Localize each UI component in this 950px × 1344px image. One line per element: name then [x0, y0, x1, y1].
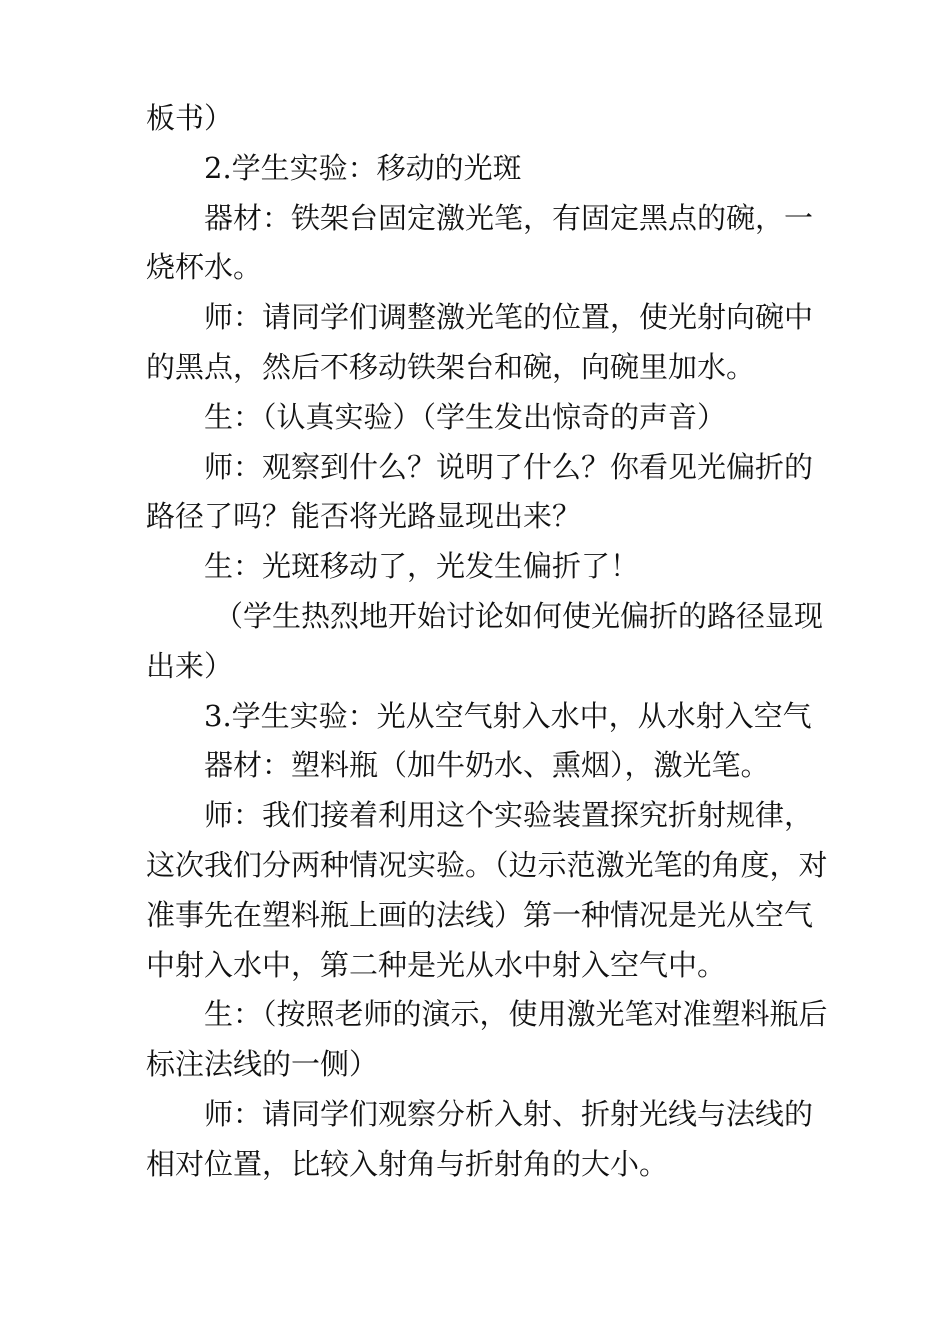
- paragraph-line: 师：请同学们观察分析入射、折射光线与法线的: [204, 1096, 814, 1131]
- heading-experiment-3: 3.学生实验：光从空气射入水中，从水射入空气: [204, 698, 812, 733]
- paragraph-line: 烧杯水。: [146, 250, 263, 285]
- document-body: [146, 94, 828, 1190]
- paragraph-line: 师：观察到什么？说明了什么？你看见光偏折的: [204, 449, 814, 484]
- paragraph-line: 师：我们接着利用这个实验装置探究折射规律，: [204, 798, 814, 833]
- paragraph-line: 这次我们分两种情况实验。（边示范激光笔的角度，对: [146, 847, 828, 882]
- paragraph-line: 的黑点，然后不移动铁架台和碗，向碗里加水。: [146, 349, 756, 384]
- paragraph-line: 生：（认真实验）（学生发出惊奇的声音）: [204, 399, 727, 434]
- paragraph-line: 相对位置，比较入射角与折射角的大小。: [146, 1146, 669, 1181]
- paragraph-line: 标注法线的一侧）: [146, 1047, 379, 1082]
- heading-experiment-2: 2.学生实验：移动的光斑: [204, 150, 522, 185]
- paragraph-line: 器材：铁架台固定激光笔，有固定黑点的碗，一: [204, 200, 814, 235]
- paragraph-line: 生：光斑移动了，光发生偏折了！: [204, 549, 640, 584]
- paragraph-line: 中射入水中，第二种是光从水中射入空气中。: [146, 947, 727, 982]
- paragraph-line: 出来）: [146, 648, 234, 683]
- paragraph-line-board-writing: 板书）: [146, 101, 234, 135]
- paragraph-line: 准事先在塑料瓶上画的法线）第一种情况是光从空气: [146, 897, 814, 932]
- paragraph-line: 路径了吗？能否将光路显现出来？: [146, 499, 582, 534]
- paragraph-line: 师：请同学们调整激光笔的位置，使光射向碗中: [204, 300, 814, 335]
- paragraph-line: （学生热烈地开始讨论如何使光偏折的路径显现: [214, 598, 824, 633]
- paragraph-line: 器材：塑料瓶（加牛奶水、熏烟），激光笔。: [204, 748, 770, 783]
- paragraph-line: 生：（按照老师的演示，使用激光笔对准塑料瓶后: [204, 997, 828, 1032]
